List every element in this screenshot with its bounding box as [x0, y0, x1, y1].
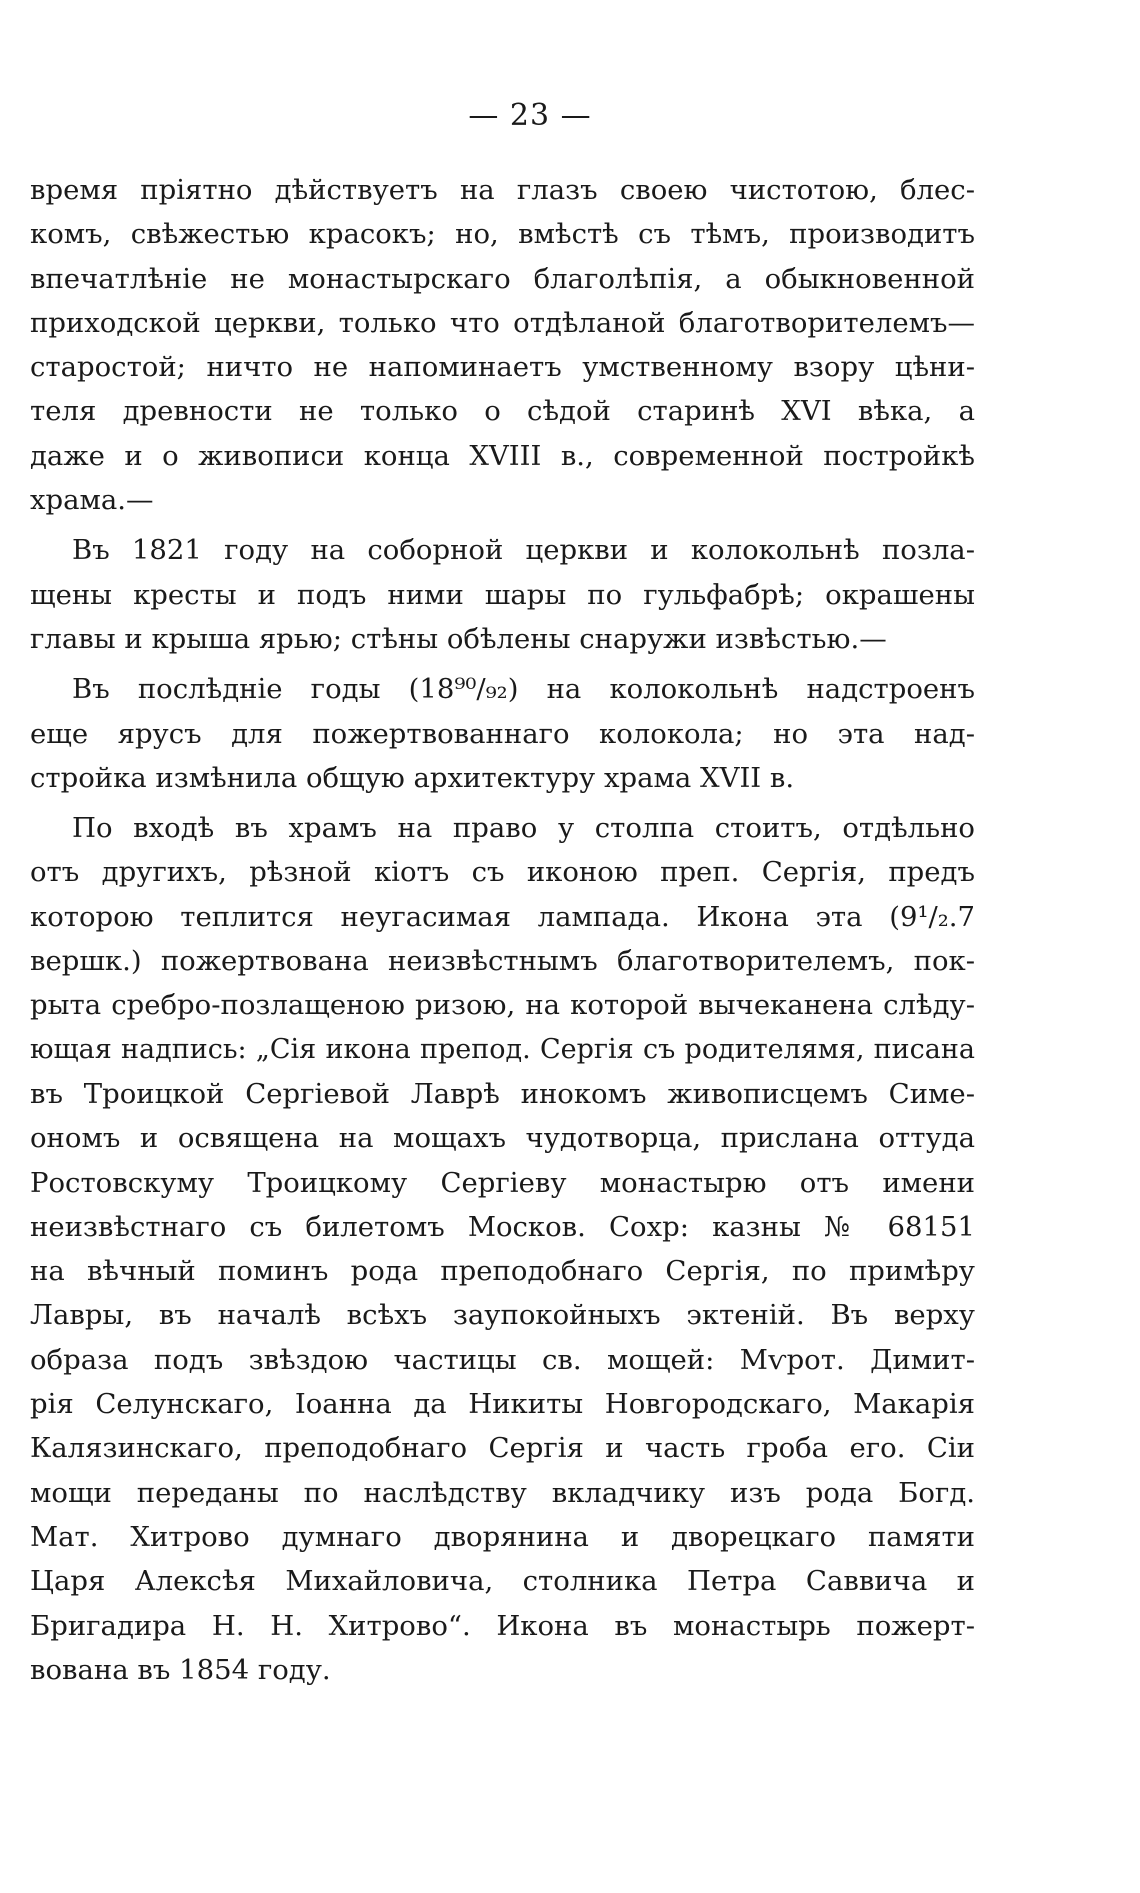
text-line: на вѣчный поминъ рода преподобнаго Сергія, по примѣру	[30, 1255, 975, 1288]
text-line: комъ, свѣжестью красокъ; но, вмѣстѣ съ тѣмъ, производитъ	[30, 218, 975, 251]
text-line: вована въ 1854 году.	[30, 1653, 331, 1686]
text-line: храма.—	[30, 484, 154, 517]
body-text	[30, 168, 975, 1692]
text-line: щены кресты и подъ ними шары по гульфабрѣ; окрашены	[30, 578, 975, 611]
text-line: стройка измѣнила общую архитектуру храма XVII в.	[30, 761, 795, 794]
text-line: По входѣ въ храмъ на право у столпа стоитъ, отдѣльно	[72, 812, 975, 845]
text-line: впечатлѣніе не монастырскаго благолѣпія, а обыкновенной	[30, 262, 975, 295]
text-line: старостой; ничто не напоминаетъ умственному взору цѣни-	[30, 351, 975, 384]
text-line: отъ другихъ, рѣзной кіотъ съ иконою преп. Сергія, предъ	[30, 856, 975, 889]
text-line: образа подъ звѣздою частицы св. мощей: Мѵрот. Димит-	[30, 1343, 975, 1376]
text-line: даже и о живописи конца XVIII в., современной постройкѣ	[30, 439, 975, 472]
text-line: ономъ и освящена на мощахъ чудотворца, прислана оттуда	[30, 1122, 975, 1155]
text-line: Царя Алексѣя Михайловича, столника Петра Саввича и	[30, 1565, 975, 1598]
text-line: Лавры, въ началѣ всѣхъ заупокойныхъ эктеній. Въ верху	[30, 1299, 975, 1332]
text-line: Въ послѣдніе годы (18⁹⁰/₉₂) на колокольнѣ надстроенъ	[72, 673, 975, 706]
text-line: рыта сребро-позлащеною ризою, на которой вычеканена слѣду-	[30, 989, 975, 1022]
text-line: въ Троицкой Сергіевой Лаврѣ инокомъ живописцемъ Симе-	[30, 1077, 975, 1110]
text-line: главы и крыша ярью; стѣны обѣлены снаружи извѣстью.—	[30, 622, 887, 655]
text-line: мощи переданы по наслѣдству вкладчику изъ рода Богд.	[30, 1476, 975, 1509]
paragraph-3	[30, 667, 975, 800]
paragraph-1	[30, 168, 975, 522]
text-line: время пріятно дѣйствуетъ на глазъ своею чистотою, блес-	[30, 174, 975, 206]
text-line: которою теплится неугасимая лампада. Икона эта (9¹/₂.7	[30, 900, 975, 933]
text-line: Ростовскуму Троицкому Сергіеву монастырю отъ имени	[30, 1166, 975, 1199]
text-line: Бригадира Н. Н. Хитрово“. Икона въ монастырь пожерт-	[30, 1609, 975, 1642]
text-line: неизвѣстнаго съ билетомъ Москов. Сохр: казны № 68151	[30, 1210, 975, 1243]
text-line: рія Селунскаго, Іоанна да Никиты Новгородскаго, Макарія	[30, 1388, 975, 1421]
text-line: приходской церкви, только что отдѣланой благотворителемъ—	[30, 306, 975, 339]
text-line: Мат. Хитрово думнаго дворянина и дворецкаго памяти	[30, 1520, 975, 1553]
paragraph-2	[30, 528, 975, 661]
text-line: Въ 1821 году на соборной церкви и колокольнѣ позла-	[72, 534, 975, 567]
text-line: ющая надпись: „Сія икона препод. Сергія съ родителямя, писана	[30, 1033, 975, 1065]
text-line: теля древности не только о сѣдой старинѣ XVI вѣка, а	[30, 395, 975, 428]
page-number: — 23 —	[468, 98, 592, 133]
text-line: вершк.) пожертвована неизвѣстнымъ благотворителемъ, пок-	[30, 945, 975, 978]
paragraph-4	[30, 806, 975, 1692]
text-line: Калязинскаго, преподобнаго Сергія и часть гроба его. Сіи	[30, 1432, 975, 1465]
text-line: еще ярусъ для пожертвованнаго колокола; но эта над-	[30, 717, 975, 750]
